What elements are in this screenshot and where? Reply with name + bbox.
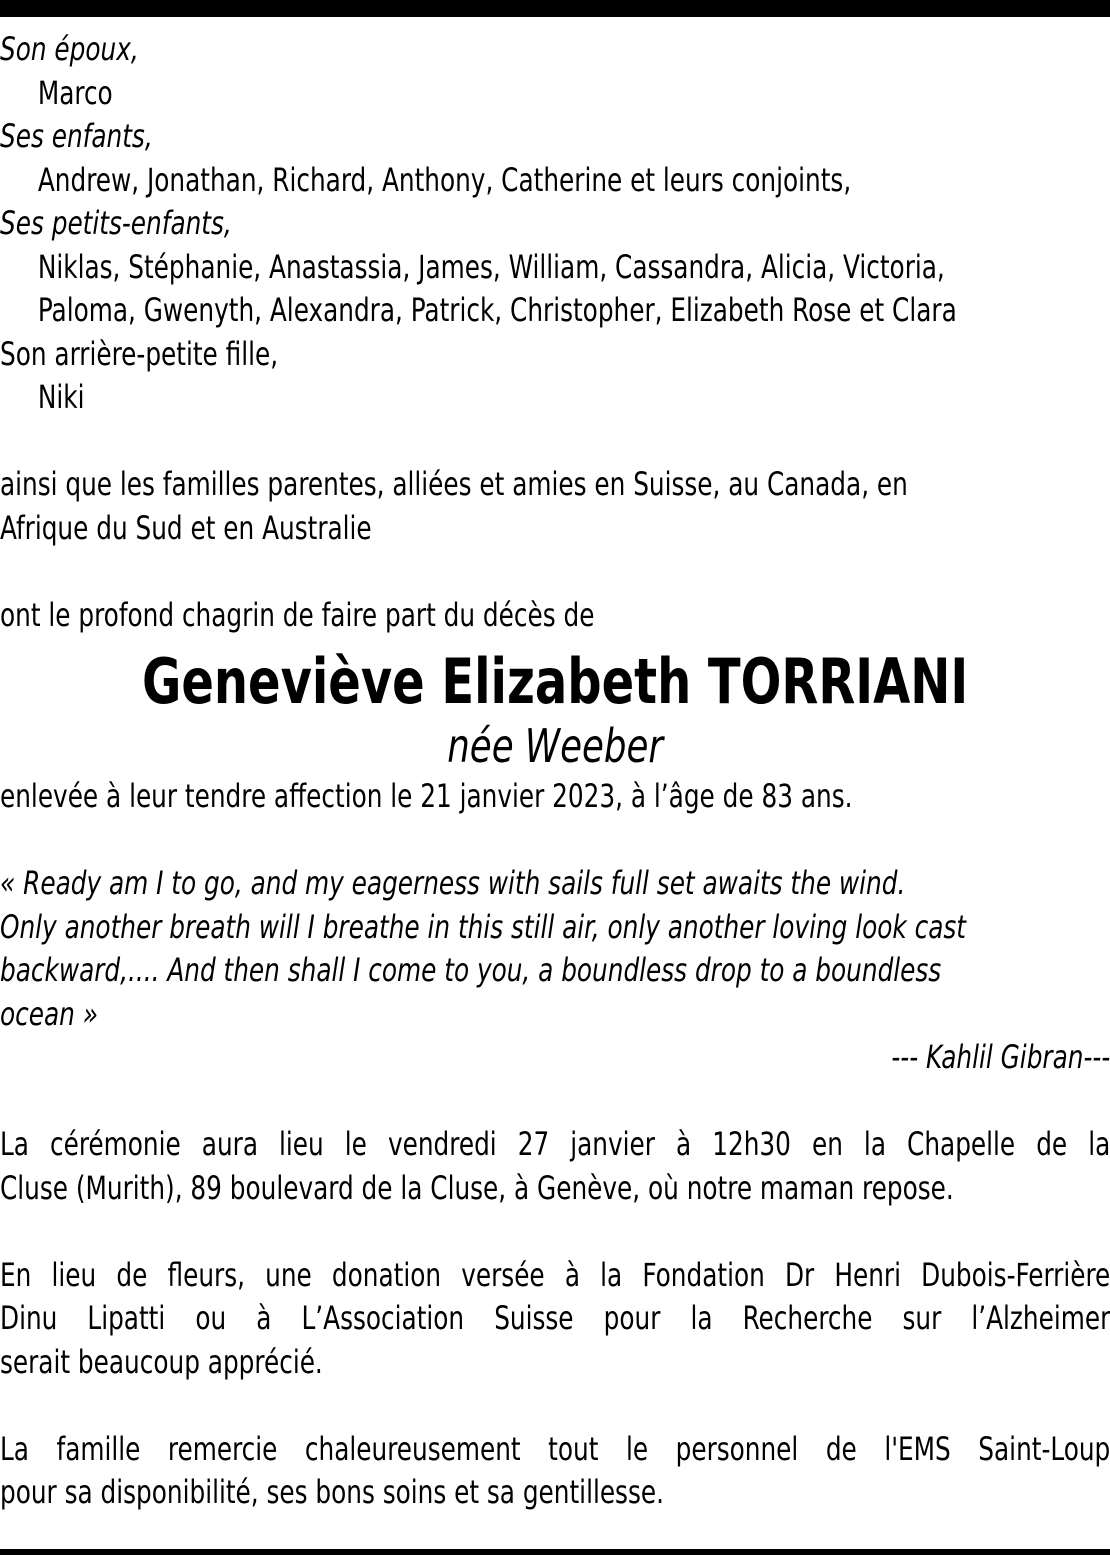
ceremony-line-1: La cérémonie aura lieu le vendredi 27 janvier à 12h30 en la Chapelle de la (0, 1125, 1110, 1163)
quote-author: --- Kahlil Gibran--- (891, 1038, 1110, 1076)
deceased-name: Geneviève Elizabeth TORRIANI (141, 645, 969, 718)
great-grandchild-name: Niki (37, 378, 85, 416)
thanks-line-1: La famille remercie chaleureusement tout le personnel de l'EMS Saint-Loup (0, 1429, 1110, 1468)
children-label: Ses enfants, (0, 117, 153, 155)
maiden-name: née Weeber (447, 719, 664, 773)
obituary-text (0, 28, 1110, 1515)
quote-line-1: « Ready am I to go, and my eagerness with sails full set awaits the wind. (0, 864, 906, 902)
death-line: enlevée à leur tendre affection le 21 janvier 2023, à l’âge de 83 ans. (0, 777, 853, 815)
grandchildren-label: Ses petits-enfants, (0, 204, 232, 242)
grandchildren-names-2: Paloma, Gwenyth, Alexandra, Patrick, Christopher, Elizabeth Rose et Clara (37, 291, 957, 329)
announcement: ont le profond chagrin de faire part du décès de (0, 595, 595, 634)
donation-line-1: En lieu de fleurs, une donation versée à la Fondation Dr Henri Dubois-Ferrière (0, 1255, 1110, 1294)
relatives-line-2: Afrique du Sud et en Australie (0, 508, 372, 547)
children-names: Andrew, Jonathan, Richard, Anthony, Catherine et leurs conjoints, (37, 160, 852, 199)
great-grandchild-label: Son arrière-petite fille, (0, 334, 279, 373)
ceremony-line-2: Cluse (Murith), 89 boulevard de la Cluse, à Genève, où notre maman repose. (0, 1168, 954, 1207)
bottom-border-rule (0, 1549, 1110, 1555)
thanks-line-2: pour sa disponibilité, ses bons soins et sa gentillesse. (0, 1473, 664, 1511)
grandchildren-names-1: Niklas, Stéphanie, Anastassia, James, William, Cassandra, Alicia, Victoria, (37, 247, 945, 286)
top-border-rule (0, 0, 1110, 17)
spouse-label: Son époux, (0, 30, 139, 68)
quote-line-2: Only another breath will I breathe in this still air, only another loving look cast (0, 907, 966, 946)
quote-line-3: backward,.... And then shall I come to you, a boundless drop to a boundless (0, 951, 942, 989)
relatives-line-1: ainsi que les familles parentes, alliées et amies en Suisse, au Canada, en (0, 465, 908, 503)
quote-line-4: ocean » (0, 994, 98, 1033)
donation-line-2: Dinu Lipatti ou à L’Association Suisse pour la Recherche sur l’Alzheimer (0, 1299, 1110, 1337)
donation-line-3: serait beaucoup apprécié. (0, 1342, 323, 1381)
spouse-name: Marco (37, 73, 113, 112)
